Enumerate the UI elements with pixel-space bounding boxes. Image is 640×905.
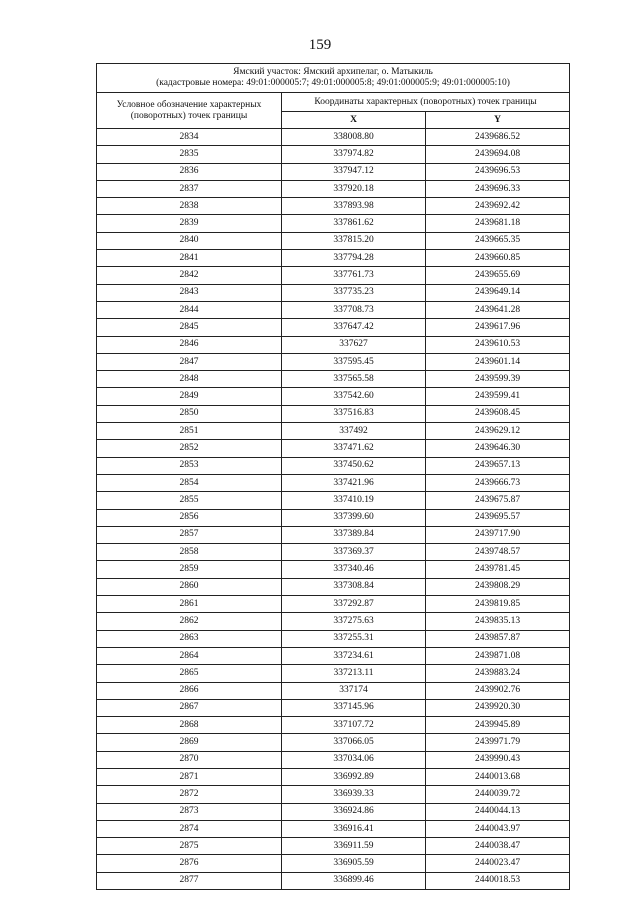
- point-cell: 2838: [97, 198, 282, 215]
- y-cell: 2439665.35: [426, 232, 570, 249]
- table-title-line-1: Ямский участок: Ямский архипелаг, о. Матыкиль: [233, 67, 433, 77]
- table-row: [97, 717, 570, 734]
- y-cell: 2439666.73: [426, 474, 570, 491]
- table-body: [97, 64, 570, 890]
- point-cell: 2841: [97, 250, 282, 267]
- y-cell: 2439808.29: [426, 578, 570, 595]
- x-cell: 337565.58: [282, 371, 426, 388]
- point-cell: 2873: [97, 803, 282, 820]
- table-row: [97, 215, 570, 232]
- table-row: [97, 146, 570, 163]
- table-row: [97, 855, 570, 872]
- x-cell: 337492: [282, 423, 426, 440]
- table-row: [97, 371, 570, 388]
- y-cell: 2439649.14: [426, 284, 570, 301]
- table-row: [97, 163, 570, 180]
- y-cell: 2439610.53: [426, 336, 570, 353]
- x-cell: 336905.59: [282, 855, 426, 872]
- table-row: [97, 440, 570, 457]
- point-cell: 2863: [97, 630, 282, 647]
- x-cell: 337893.98: [282, 198, 426, 215]
- table-row: [97, 838, 570, 855]
- y-cell: 2439641.28: [426, 301, 570, 318]
- point-cell: 2834: [97, 129, 282, 146]
- x-cell: 337516.83: [282, 405, 426, 422]
- point-cell: 2848: [97, 371, 282, 388]
- x-cell: 337399.60: [282, 509, 426, 526]
- x-cell: 336924.86: [282, 803, 426, 820]
- point-cell: 2851: [97, 423, 282, 440]
- x-cell: 336992.89: [282, 768, 426, 785]
- x-cell: 336911.59: [282, 838, 426, 855]
- point-cell: 2857: [97, 526, 282, 543]
- y-cell: 2440038.47: [426, 838, 570, 855]
- point-cell: 2843: [97, 284, 282, 301]
- table-row: [97, 647, 570, 664]
- table-row: [97, 526, 570, 543]
- table-row: [97, 301, 570, 318]
- table-row: [97, 423, 570, 440]
- table-row: [97, 630, 570, 647]
- y-cell: 2439971.79: [426, 734, 570, 751]
- y-cell: 2439819.85: [426, 596, 570, 613]
- x-cell: 337234.61: [282, 647, 426, 664]
- x-cell: 337340.46: [282, 561, 426, 578]
- point-cell: 2869: [97, 734, 282, 751]
- point-cell: 2866: [97, 682, 282, 699]
- point-cell: 2874: [97, 820, 282, 837]
- table-row: [97, 474, 570, 491]
- table-row: [97, 613, 570, 630]
- table-row: [97, 751, 570, 768]
- table-row: [97, 872, 570, 889]
- table-row: [97, 492, 570, 509]
- point-cell: 2870: [97, 751, 282, 768]
- x-cell: 337389.84: [282, 526, 426, 543]
- table-row: [97, 768, 570, 785]
- point-cell: 2835: [97, 146, 282, 163]
- table-row: [97, 509, 570, 526]
- y-cell: 2439695.57: [426, 509, 570, 526]
- x-cell: 337174: [282, 682, 426, 699]
- point-cell: 2842: [97, 267, 282, 284]
- y-cell: 2440013.68: [426, 768, 570, 785]
- y-cell: 2439920.30: [426, 699, 570, 716]
- y-column-header: Y: [426, 112, 570, 129]
- table-row: [97, 250, 570, 267]
- x-cell: 337066.05: [282, 734, 426, 751]
- table-title: [97, 64, 570, 93]
- table-row: [97, 353, 570, 370]
- table-row: [97, 388, 570, 405]
- y-cell: 2439599.41: [426, 388, 570, 405]
- y-cell: 2439675.87: [426, 492, 570, 509]
- point-cell: 2877: [97, 872, 282, 889]
- point-cell: 2867: [97, 699, 282, 716]
- x-cell: 337471.62: [282, 440, 426, 457]
- point-cell: 2855: [97, 492, 282, 509]
- point-label-header: Условное обозначение характерных (поворотных) точек границы: [97, 93, 282, 129]
- x-cell: 337815.20: [282, 232, 426, 249]
- point-cell: 2853: [97, 457, 282, 474]
- table-row: [97, 457, 570, 474]
- y-cell: 2439599.39: [426, 371, 570, 388]
- x-cell: 337542.60: [282, 388, 426, 405]
- point-cell: 2872: [97, 786, 282, 803]
- x-cell: 337308.84: [282, 578, 426, 595]
- y-cell: 2439629.12: [426, 423, 570, 440]
- x-cell: 337369.37: [282, 544, 426, 561]
- table-row: [97, 405, 570, 422]
- x-cell: 337627: [282, 336, 426, 353]
- point-cell: 2858: [97, 544, 282, 561]
- x-cell: 337761.73: [282, 267, 426, 284]
- point-cell: 2854: [97, 474, 282, 491]
- x-cell: 336939.33: [282, 786, 426, 803]
- y-cell: 2439657.13: [426, 457, 570, 474]
- x-cell: 337735.23: [282, 284, 426, 301]
- y-cell: 2440044.13: [426, 803, 570, 820]
- point-cell: 2849: [97, 388, 282, 405]
- x-cell: 337450.62: [282, 457, 426, 474]
- point-cell: 2871: [97, 768, 282, 785]
- y-cell: 2439696.33: [426, 180, 570, 197]
- table-title-row: [97, 64, 570, 93]
- y-cell: 2439902.76: [426, 682, 570, 699]
- point-cell: 2852: [97, 440, 282, 457]
- x-cell: 337947.12: [282, 163, 426, 180]
- table-row: [97, 596, 570, 613]
- point-cell: 2868: [97, 717, 282, 734]
- y-cell: 2439748.57: [426, 544, 570, 561]
- point-cell: 2861: [97, 596, 282, 613]
- table-row: [97, 682, 570, 699]
- y-cell: 2440043.97: [426, 820, 570, 837]
- y-cell: 2439990.43: [426, 751, 570, 768]
- point-cell: 2846: [97, 336, 282, 353]
- x-cell: 337255.31: [282, 630, 426, 647]
- point-cell: 2859: [97, 561, 282, 578]
- table-row: [97, 284, 570, 301]
- header-row: [97, 93, 570, 112]
- y-cell: 2439646.30: [426, 440, 570, 457]
- x-cell: 337213.11: [282, 665, 426, 682]
- point-cell: 2862: [97, 613, 282, 630]
- point-cell: 2845: [97, 319, 282, 336]
- x-cell: 336916.41: [282, 820, 426, 837]
- point-cell: 2847: [97, 353, 282, 370]
- y-cell: 2439601.14: [426, 353, 570, 370]
- point-cell: 2876: [97, 855, 282, 872]
- table-row: [97, 561, 570, 578]
- x-cell: 337034.06: [282, 751, 426, 768]
- table-row: [97, 803, 570, 820]
- y-cell: 2440018.53: [426, 872, 570, 889]
- y-cell: 2439835.13: [426, 613, 570, 630]
- x-cell: 337861.62: [282, 215, 426, 232]
- coordinates-header: Координаты характерных (поворотных) точек границы: [282, 93, 570, 112]
- x-cell: 337421.96: [282, 474, 426, 491]
- table-title-line-2: (кадастровые номера: 49:01:000005:7; 49:01:000005:8; 49:01:000005:9; 49:01:000005:10): [156, 78, 510, 88]
- y-cell: 2439694.08: [426, 146, 570, 163]
- point-cell: 2850: [97, 405, 282, 422]
- x-cell: 337292.87: [282, 596, 426, 613]
- y-cell: 2439686.52: [426, 129, 570, 146]
- y-cell: 2439696.53: [426, 163, 570, 180]
- point-cell: 2875: [97, 838, 282, 855]
- x-cell: 338008.80: [282, 129, 426, 146]
- y-cell: 2439717.90: [426, 526, 570, 543]
- table-row: [97, 319, 570, 336]
- y-cell: 2440039.72: [426, 786, 570, 803]
- y-cell: 2439608.45: [426, 405, 570, 422]
- x-cell: 337974.82: [282, 146, 426, 163]
- coordinates-table: [96, 63, 570, 890]
- point-cell: 2839: [97, 215, 282, 232]
- table-row: [97, 180, 570, 197]
- y-cell: 2439655.69: [426, 267, 570, 284]
- point-cell: 2865: [97, 665, 282, 682]
- y-cell: 2439660.85: [426, 250, 570, 267]
- x-cell: 337107.72: [282, 717, 426, 734]
- table-row: [97, 734, 570, 751]
- y-cell: 2439857.87: [426, 630, 570, 647]
- table-row: [97, 578, 570, 595]
- point-cell: 2844: [97, 301, 282, 318]
- table-row: [97, 267, 570, 284]
- table-row: [97, 336, 570, 353]
- table-row: [97, 198, 570, 215]
- y-cell: 2439871.08: [426, 647, 570, 664]
- x-cell: 337920.18: [282, 180, 426, 197]
- table-row: [97, 699, 570, 716]
- x-cell: 337595.45: [282, 353, 426, 370]
- y-cell: 2439883.24: [426, 665, 570, 682]
- point-cell: 2837: [97, 180, 282, 197]
- y-cell: 2439945.89: [426, 717, 570, 734]
- x-cell: 337410.19: [282, 492, 426, 509]
- table-row: [97, 665, 570, 682]
- y-cell: 2439681.18: [426, 215, 570, 232]
- x-cell: 337794.28: [282, 250, 426, 267]
- x-cell: 337708.73: [282, 301, 426, 318]
- table-row: [97, 786, 570, 803]
- x-column-header: X: [282, 112, 426, 129]
- x-cell: 337145.96: [282, 699, 426, 716]
- y-cell: 2439692.42: [426, 198, 570, 215]
- x-cell: 336899.46: [282, 872, 426, 889]
- x-cell: 337275.63: [282, 613, 426, 630]
- point-cell: 2856: [97, 509, 282, 526]
- y-cell: 2439617.96: [426, 319, 570, 336]
- x-cell: 337647.42: [282, 319, 426, 336]
- point-cell: 2836: [97, 163, 282, 180]
- page-number: 159: [308, 37, 332, 53]
- point-cell: 2840: [97, 232, 282, 249]
- point-cell: 2860: [97, 578, 282, 595]
- y-cell: 2439781.45: [426, 561, 570, 578]
- point-cell: 2864: [97, 647, 282, 664]
- table-row: [97, 129, 570, 146]
- table-row: [97, 820, 570, 837]
- table-row: [97, 232, 570, 249]
- y-cell: 2440023.47: [426, 855, 570, 872]
- table-row: [97, 544, 570, 561]
